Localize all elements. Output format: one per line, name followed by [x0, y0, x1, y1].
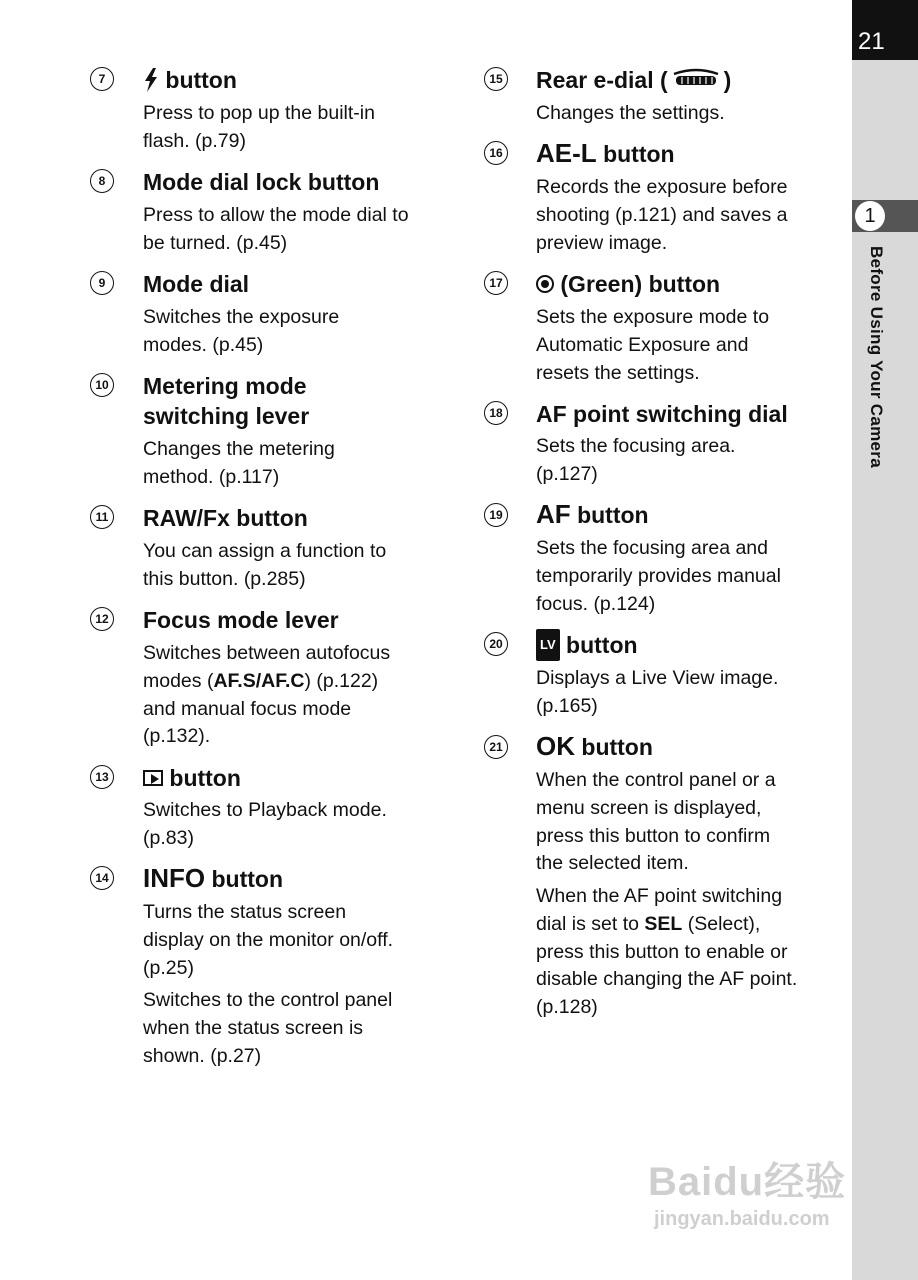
- item-description: Sets the exposure mode to Automatic Exposure and resets the settings.: [536, 306, 770, 384]
- chapter-number: 1: [855, 201, 885, 231]
- item-description: Records the exposure before shooting (p.121) and saves a preview image.: [536, 176, 788, 254]
- item-number: 9: [90, 271, 114, 295]
- item-number: 19: [484, 503, 508, 527]
- item-number: 18: [484, 401, 508, 425]
- item-number: 10: [90, 373, 114, 397]
- item-number: 12: [90, 607, 114, 631]
- item-description: Switches between autofocus modes (AF.S/AF.C) (p.122) and manual focus mode (p.132).: [143, 642, 391, 748]
- item-description: Press to pop up the built-in flash. (p.79): [143, 102, 375, 152]
- watermark: Baidu经验 jingyan.baidu.com: [648, 1160, 847, 1230]
- item-description: Switches to the control panel when the status screen is shown. (p.27): [143, 989, 393, 1067]
- rear-e-dial-icon: [668, 68, 724, 90]
- page-number: 21: [852, 0, 918, 60]
- item-description: Changes the metering method. (p.117): [143, 438, 335, 488]
- item-title: Mode dial lock button: [143, 169, 380, 195]
- live-view-icon: LV: [536, 629, 560, 661]
- item-description: Switches to Playback mode. (p.83): [143, 799, 387, 849]
- item-number: 15: [484, 67, 508, 91]
- item-description: Sets the focusing area and temporarily provides manual focus. (p.124): [536, 537, 781, 615]
- af-s-mode: AF.S: [213, 669, 256, 692]
- item-description: Turns the status screen display on the monitor on/off. (p.25): [143, 901, 394, 979]
- item-title: (Green) button: [536, 269, 720, 299]
- green-button-icon: [536, 275, 554, 293]
- item-number: 16: [484, 141, 508, 165]
- chapter-title: Before Using Your Camera: [867, 246, 886, 468]
- item-title: Mode dial: [143, 271, 250, 297]
- item-description: Changes the settings.: [536, 102, 725, 124]
- item-title: AF point switching dial: [536, 401, 788, 427]
- item-title: button: [143, 65, 237, 95]
- item-number: 20: [484, 632, 508, 656]
- item-description: Displays a Live View image. (p.165): [536, 667, 779, 717]
- item-title: AF button: [536, 499, 649, 529]
- flash-icon: [143, 68, 159, 92]
- item-title: button: [143, 763, 241, 793]
- item-number: 21: [484, 735, 508, 759]
- item-title: Focus mode lever: [143, 607, 339, 633]
- item-description: When the AF point switching dial is set to SEL (Select), press this button to enable or disable changing the AF point. (p.128): [536, 885, 798, 1019]
- item-title: RAW/Fx button: [143, 505, 308, 531]
- item-title: OK button: [536, 731, 653, 761]
- af-c-mode: AF.C: [261, 669, 305, 692]
- item-number: 11: [90, 505, 114, 529]
- item-title: LV button: [536, 630, 638, 663]
- item-number: 8: [90, 169, 114, 193]
- item-description: You can assign a function to this button. (p.285): [143, 540, 387, 590]
- item-description: When the control panel or a menu screen is displayed, press this button to confirm the selected item.: [536, 769, 776, 875]
- item-description: Switches the exposure modes. (p.45): [143, 306, 340, 356]
- item-number: 14: [90, 866, 114, 890]
- item-number: 17: [484, 271, 508, 295]
- item-description: Press to allow the mode dial to be turned. (p.45): [143, 204, 409, 254]
- chapter-sidebar: [852, 0, 918, 1280]
- item-title: AE-L button: [536, 138, 675, 168]
- item-description: Sets the focusing area. (p.127): [536, 435, 736, 485]
- item-number: 7: [90, 67, 114, 91]
- item-number: 13: [90, 765, 114, 789]
- item-title: INFO button: [143, 863, 284, 893]
- sel-mode: SEL: [644, 912, 683, 935]
- item-title: Metering mode switching lever: [143, 373, 310, 429]
- item-title: Rear e-dial ( ): [536, 67, 732, 93]
- playback-icon: [143, 770, 163, 786]
